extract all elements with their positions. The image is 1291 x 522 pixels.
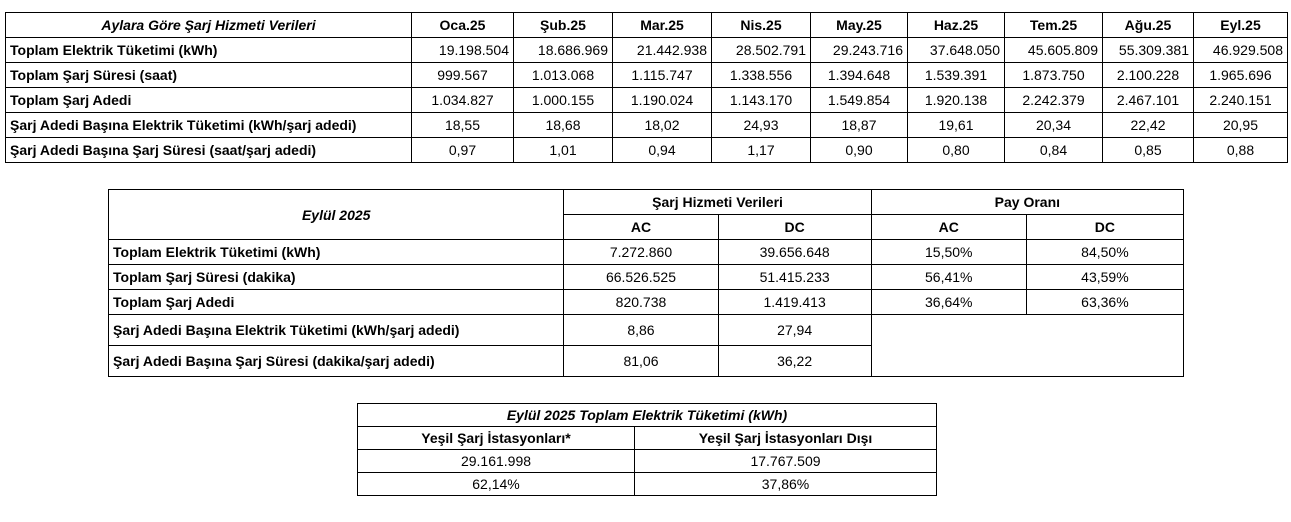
table-cell: 820.738 (564, 290, 718, 315)
september-header-label: Eylül 2025 (109, 190, 564, 240)
month-header: Haz.25 (908, 13, 1005, 38)
table-cell: 7.272.860 (564, 240, 718, 265)
table-cell: 0,80 (908, 138, 1005, 163)
month-header: Ağu.25 (1103, 13, 1194, 38)
table-cell: 24,93 (712, 113, 811, 138)
table-cell: 27,94 (718, 315, 871, 346)
monthly-header-label: Aylara Göre Şarj Hizmeti Verileri (6, 13, 412, 38)
monthly-header-row (6, 13, 1288, 38)
table-cell: 1.143.170 (712, 88, 811, 113)
month-header: Oca.25 (412, 13, 514, 38)
september-group-row (109, 190, 1184, 215)
table-cell: 29.243.716 (811, 38, 908, 63)
table-cell: 36,64% (871, 290, 1026, 315)
table-cell: 36,22 (718, 346, 871, 377)
table-cell: 20,95 (1194, 113, 1288, 138)
table-cell: 1.539.391 (908, 63, 1005, 88)
month-header: Tem.25 (1005, 13, 1103, 38)
month-header: Şub.25 (514, 13, 613, 38)
table-cell: 1.965.696 (1194, 63, 1288, 88)
table-cell: 1.549.854 (811, 88, 908, 113)
empty-share-cell (871, 315, 1183, 377)
table-cell: 0,90 (811, 138, 908, 163)
table-row (6, 88, 1288, 113)
table-cell: 55.309.381 (1103, 38, 1194, 63)
table-cell: 62,14% (358, 473, 635, 496)
table-row (6, 113, 1288, 138)
table-row (109, 240, 1184, 265)
month-header: Eyl.25 (1194, 13, 1288, 38)
table-row (6, 63, 1288, 88)
table-cell: 84,50% (1026, 240, 1183, 265)
table-cell: 28.502.791 (712, 38, 811, 63)
row-label: Şarj Adedi Başına Şarj Süresi (saat/şarj adedi) (6, 138, 412, 163)
table-cell: 56,41% (871, 265, 1026, 290)
table-cell: 21.442.938 (613, 38, 712, 63)
col-other-header: Yeşil Şarj İstasyonları Dışı (635, 427, 937, 450)
row-label: Toplam Şarj Süresi (dakika) (109, 265, 564, 290)
table-cell: 37.648.050 (908, 38, 1005, 63)
col-green-header: Yeşil Şarj İstasyonları* (358, 427, 635, 450)
table-row (109, 290, 1184, 315)
green-title-row (358, 404, 937, 427)
table-cell: 1.190.024 (613, 88, 712, 113)
table-cell: 1.873.750 (1005, 63, 1103, 88)
col-ac-header: AC (564, 215, 718, 240)
table-cell: 1.419.413 (718, 290, 871, 315)
table-cell: 1.115.747 (613, 63, 712, 88)
table-cell: 20,34 (1005, 113, 1103, 138)
table-cell: 29.161.998 (358, 450, 635, 473)
row-label: Toplam Elektrik Tüketimi (kWh) (109, 240, 564, 265)
green-table-title: Eylül 2025 Toplam Elektrik Tüketimi (kWh) (358, 404, 937, 427)
table-cell: 0,84 (1005, 138, 1103, 163)
row-label: Şarj Adedi Başına Şarj Süresi (dakika/şarj adedi) (109, 346, 564, 377)
table-cell: 2.240.151 (1194, 88, 1288, 113)
table-cell: 19,61 (908, 113, 1005, 138)
table-cell: 37,86% (635, 473, 937, 496)
col-dc-header: DC (718, 215, 871, 240)
table-cell: 2.242.379 (1005, 88, 1103, 113)
table-cell: 66.526.525 (564, 265, 718, 290)
row-label: Şarj Adedi Başına Elektrik Tüketimi (kWh/şarj adedi) (109, 315, 564, 346)
table-row (358, 473, 937, 496)
table-cell: 45.605.809 (1005, 38, 1103, 63)
table-cell: 46.929.508 (1194, 38, 1288, 63)
month-header: May.25 (811, 13, 908, 38)
table-cell: 2.100.228 (1103, 63, 1194, 88)
table-cell: 2.467.101 (1103, 88, 1194, 113)
table-cell: 22,42 (1103, 113, 1194, 138)
col-share-ac-header: AC (871, 215, 1026, 240)
table-cell: 1.000.155 (514, 88, 613, 113)
table-row (6, 138, 1288, 163)
table-cell: 19.198.504 (412, 38, 514, 63)
table-cell: 18,68 (514, 113, 613, 138)
table-cell: 0,88 (1194, 138, 1288, 163)
month-header: Mar.25 (613, 13, 712, 38)
table-row (109, 315, 1184, 346)
september-table (108, 189, 1184, 377)
table-cell: 0,85 (1103, 138, 1194, 163)
table-cell: 1,01 (514, 138, 613, 163)
table-cell: 8,86 (564, 315, 718, 346)
monthly-table (5, 12, 1288, 163)
table-row (358, 450, 937, 473)
group-service-header: Şarj Hizmeti Verileri (564, 190, 871, 215)
row-label: Toplam Şarj Adedi (109, 290, 564, 315)
table-cell: 999.567 (412, 63, 514, 88)
table-cell: 18,02 (613, 113, 712, 138)
row-label: Toplam Şarj Süresi (saat) (6, 63, 412, 88)
table-cell: 63,36% (1026, 290, 1183, 315)
table-cell: 1.338.556 (712, 63, 811, 88)
table-cell: 1,17 (712, 138, 811, 163)
green-header-row (358, 427, 937, 450)
table-cell: 1.394.648 (811, 63, 908, 88)
group-share-header: Pay Oranı (871, 190, 1183, 215)
row-label: Toplam Şarj Adedi (6, 88, 412, 113)
month-header: Nis.25 (712, 13, 811, 38)
table-cell: 43,59% (1026, 265, 1183, 290)
table-cell: 18,87 (811, 113, 908, 138)
col-share-dc-header: DC (1026, 215, 1183, 240)
green-stations-table (357, 403, 937, 496)
table-cell: 18,55 (412, 113, 514, 138)
table-cell: 1.013.068 (514, 63, 613, 88)
table-cell: 81,06 (564, 346, 718, 377)
table-cell: 1.034.827 (412, 88, 514, 113)
row-label: Toplam Elektrik Tüketimi (kWh) (6, 38, 412, 63)
table-cell: 15,50% (871, 240, 1026, 265)
row-label: Şarj Adedi Başına Elektrik Tüketimi (kWh/şarj adedi) (6, 113, 412, 138)
table-cell: 0,97 (412, 138, 514, 163)
table-row (6, 38, 1288, 63)
table-cell: 18.686.969 (514, 38, 613, 63)
table-cell: 1.920.138 (908, 88, 1005, 113)
table-cell: 17.767.509 (635, 450, 937, 473)
table-row (109, 265, 1184, 290)
table-cell: 51.415.233 (718, 265, 871, 290)
table-cell: 39.656.648 (718, 240, 871, 265)
table-cell: 0,94 (613, 138, 712, 163)
